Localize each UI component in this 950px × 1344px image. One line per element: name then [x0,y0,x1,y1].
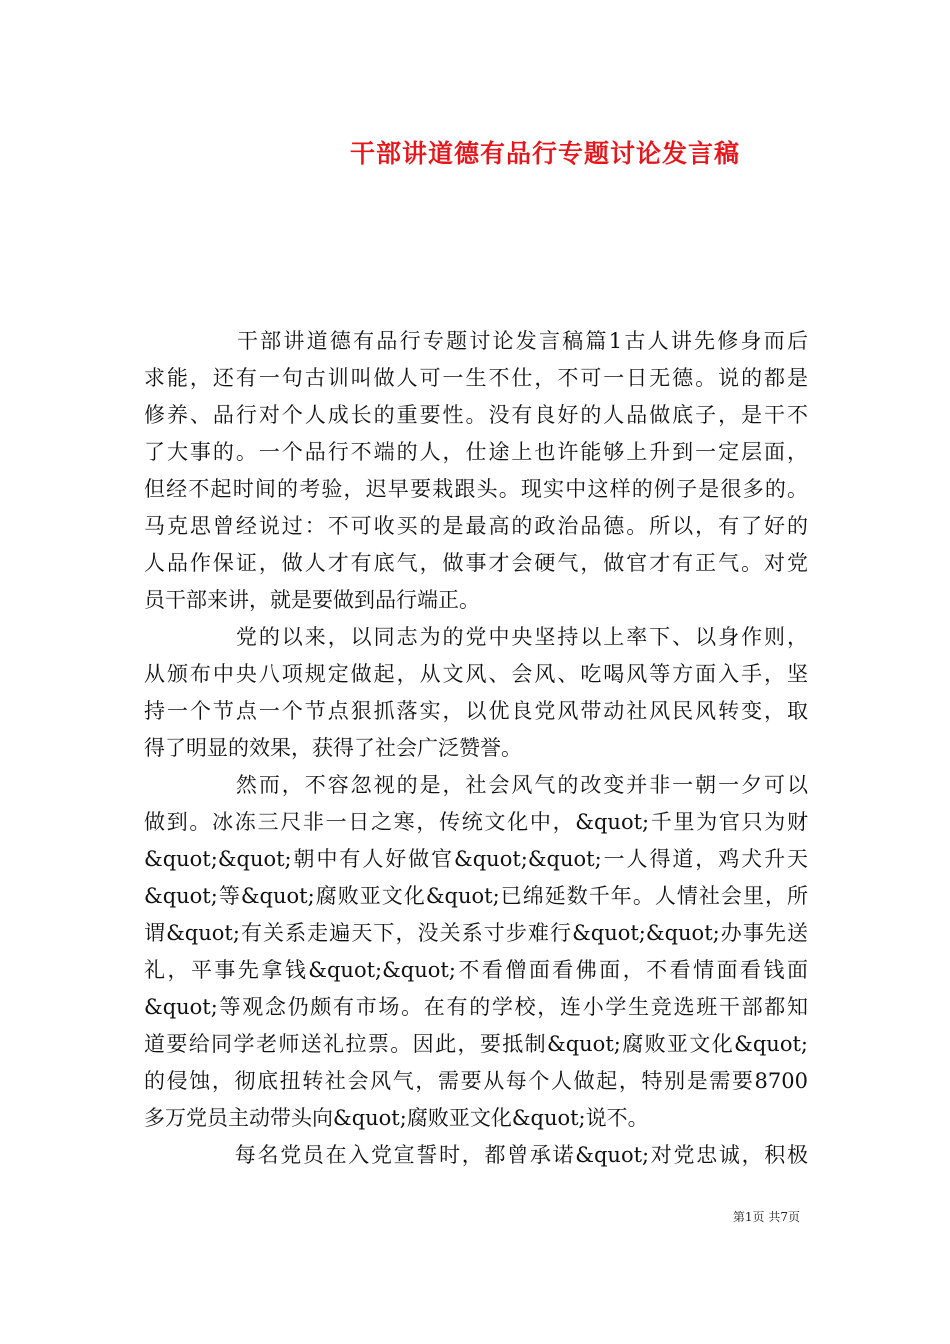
body-line: 的侵蚀，彻底扭转社会风气，需要从每个人做起，特别是需要8700 [144,1069,808,1093]
body-line: 马克思曾经说过：不可收买的是最高的政治品德。所以，有了好的 [144,514,808,538]
body-line: 礼，平事先拿钱&quot;&quot;不看僧面看佛面，不看情面看钱面 [144,958,808,982]
body-line: 从颁布中央八项规定做起，从文风、会风、吃喝风等方面入手，坚 [144,662,808,686]
body-line: 持一个节点一个节点狠抓落实，以优良党风带动社风民风转变，取 [144,699,808,723]
body-line: 谓&quot;有关系走遍天下，没关系寸步难行&quot;&quot;办事先送 [144,921,808,945]
body-line: 修养、品行对个人成长的重要性。没有良好的人品做底子，是干不 [144,403,808,427]
body-line: 然而，不容忽视的是，社会风气的改变并非一朝一夕可以 [144,773,808,797]
body-line: 得了明显的效果，获得了社会广泛赞誉。 [144,736,522,760]
body-line: 干部讲道德有品行专题讨论发言稿篇1古人讲先修身而后 [144,329,808,353]
body-line: 多万党员主动带头向&quot;腐败亚文化&quot;说不。 [144,1106,649,1130]
body-line: 做到。冰冻三尺非一日之寒，传统文化中，&quot;千里为官只为财 [144,810,808,834]
body-line: 每名党员在入党宣誓时，都曾承诺&quot;对党忠诚，积极 [144,1143,808,1167]
body-line: 人品作保证，做人才有底气，做事才会硬气，做官才有正气。对党 [144,551,808,575]
body-line: 道要给同学老师送礼拉票。因此，要抵制&quot;腐败亚文化&quot; [144,1032,808,1056]
body-line: 员干部来讲，就是要做到品行端正。 [144,588,480,612]
body-line: &quot;等&quot;腐败亚文化&quot;已绵延数千年。人情社会里，所 [144,884,808,908]
document-title: 干部讲道德有品行专题讨论发言稿 [349,139,740,168]
body-line: 但经不起时间的考验，迟早要栽跟头。现实中这样的例子是很多的。 [144,477,808,501]
body-line: &quot;等观念仍颇有市场。在有的学校，连小学生竞选班干部都知 [144,995,808,1019]
body-line: &quot;&quot;朝中有人好做官&quot;&quot;一人得道，鸡犬升天 [144,847,808,871]
page-number-footer: 第1页 共7页 [732,1210,800,1224]
body-line: 求能，还有一句古训叫做人可一生不仕，不可一日无德。说的都是 [144,366,808,390]
document-body [144,323,808,1174]
body-line: 党的以来，以同志为的党中央坚持以上率下、以身作则， [144,625,808,649]
body-line: 了大事的。一个品行不端的人，仕途上也许能够上升到一定层面， [144,440,808,464]
